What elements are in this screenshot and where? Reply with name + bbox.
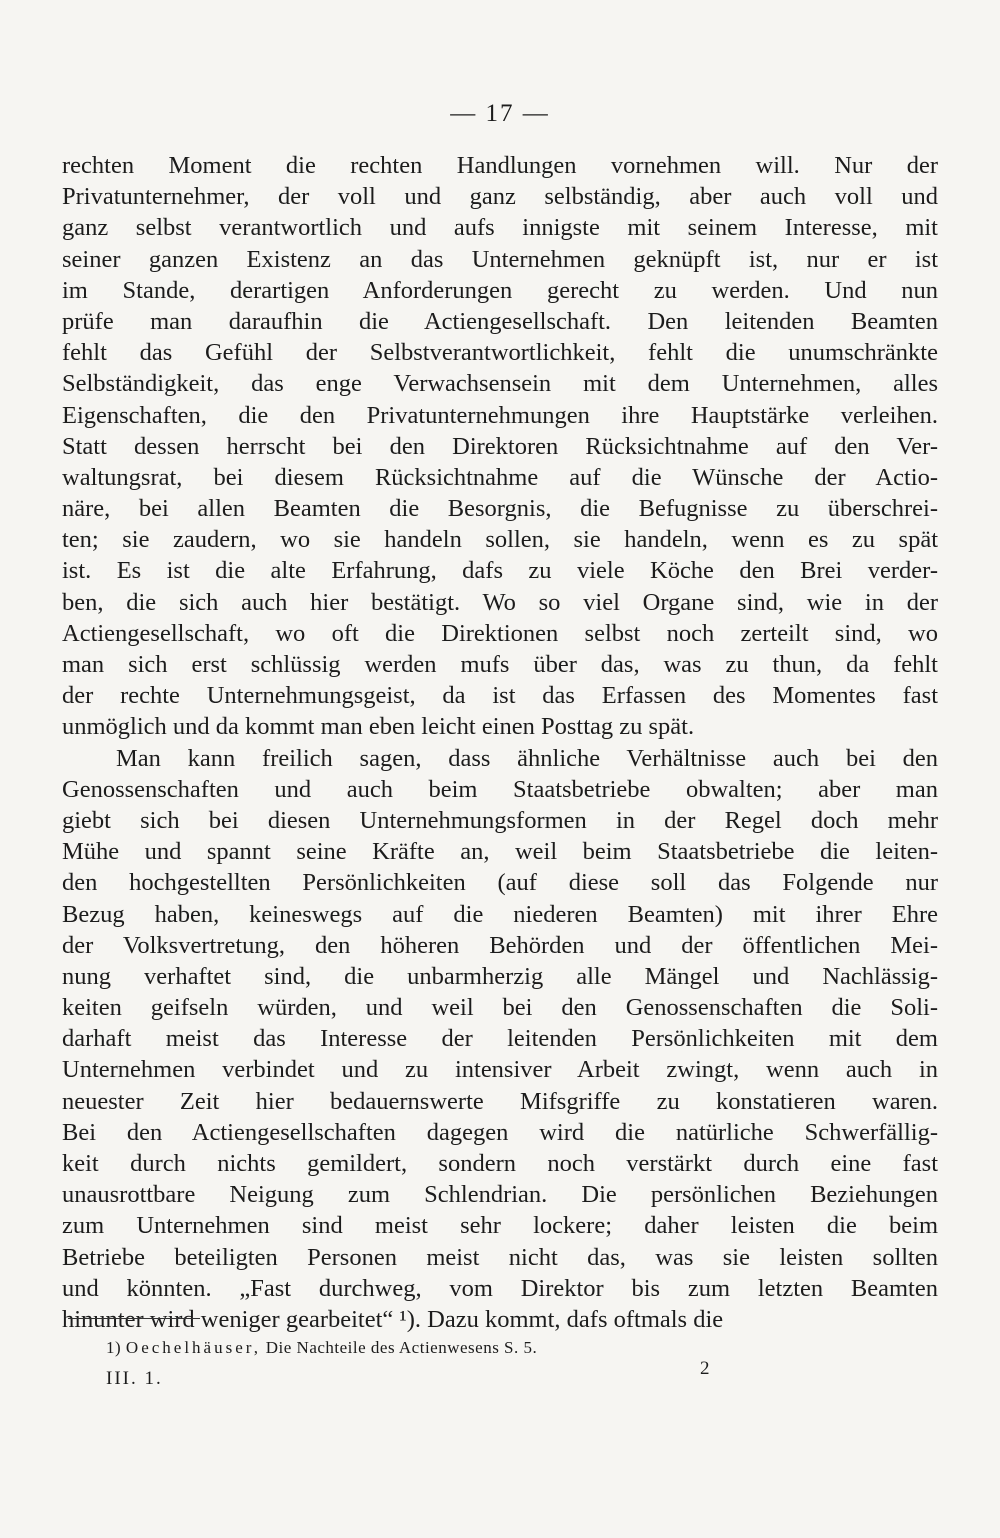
text-line: der rechte Unternehmungsgeist, da ist das Erfassen des Momentes fast bbox=[62, 682, 938, 710]
text-line: Bei den Actiengesellschaften dagegen wird die natürliche Schwerfällig- bbox=[62, 1118, 938, 1146]
text-line: man sich erst schlüssig werden mufs über das, was zu thun, da fehlt bbox=[62, 651, 938, 678]
text-line: Betriebe beteiligten Personen meist nicht das, was sie leisten sollten bbox=[62, 1243, 938, 1271]
text-line: ten; sie zaudern, wo sie handeln sollen, sie handeln, wenn es zu spät bbox=[62, 526, 938, 554]
text-line: im Stande, derartigen Anforderungen gerecht zu werden. Und nun bbox=[62, 276, 938, 304]
footnote-author: Oechelhäuser, bbox=[125, 1338, 261, 1357]
footnote bbox=[106, 1338, 537, 1358]
text-line: prüfe man daraufhin die Actiengesellschaft. Den leitenden Beamten bbox=[62, 307, 938, 335]
text-line: Unternehmen verbindet und zu intensiver Arbeit zwingt, wenn auch in bbox=[62, 1056, 938, 1084]
text-line: Genossenschaften und auch beim Staatsbetriebe obwalten; aber man bbox=[62, 775, 938, 803]
footnote-text: Die Nachteile des Actienwesens S. 5. bbox=[265, 1338, 538, 1357]
text-line: neuester Zeit hier bedauernswerte Mifsgriffe zu konstatieren waren. bbox=[62, 1087, 938, 1115]
text-line: ben, die sich auch hier bestätigt. Wo so viel Organe sind, wie in der bbox=[62, 588, 938, 616]
text-line: den hochgestellten Persönlichkeiten (auf diese soll das Folgende nur bbox=[62, 869, 938, 897]
text-line: seiner ganzen Existenz an das Unternehmen geknüpft ist, nur er ist bbox=[62, 245, 938, 273]
text-line: keiten geifseln würden, und weil bei den Genossenschaften die Soli- bbox=[62, 994, 938, 1022]
text-line: Actiengesellschaft, wo oft die Direktionen selbst noch zerteilt sind, wo bbox=[62, 619, 938, 647]
text-line: ist. Es ist die alte Erfahrung, dafs zu viele Köche den Brei verder- bbox=[62, 557, 938, 585]
text-line: Bezug haben, keineswegs auf die niederen Beamten) mit ihrer Ehre bbox=[62, 900, 938, 928]
text-line: unausrottbare Neigung zum Schlendrian. Die persönlichen Beziehungen bbox=[62, 1181, 938, 1209]
text-line: fehlt das Gefühl der Selbstverantwortlichkeit, fehlt die unumschränkte bbox=[62, 339, 938, 367]
text-line: der Volksvertretung, den höheren Behörden und der öffentlichen Mei- bbox=[62, 931, 938, 959]
text-line: unmöglich und da kommt man eben leicht einen Posttag zu spät. bbox=[62, 713, 695, 741]
text-line: rechten Moment die rechten Handlungen vornehmen will. Nur der bbox=[62, 152, 938, 179]
text-line: näre, bei allen Beamten die Besorgnis, die Befugnisse zu überschrei- bbox=[62, 495, 938, 523]
footnote-marker: 1) bbox=[106, 1338, 122, 1357]
text-line: keit durch nichts gemildert, sondern noch verstärkt durch eine fast bbox=[62, 1150, 938, 1177]
footnote-divider bbox=[68, 1318, 200, 1319]
text-line: Statt dessen herrscht bei den Direktoren Rücksichtnahme auf den Ver- bbox=[62, 432, 938, 460]
text-line: Mühe und spannt seine Kräfte an, weil beim Staatsbetriebe die leiten- bbox=[62, 838, 938, 866]
text-line: Eigenschaften, die den Privatunternehmungen ihre Hauptstärke verleihen. bbox=[62, 401, 938, 429]
text-line: ganz selbst verantwortlich und aufs innigste mit seinem Interesse, mit bbox=[62, 214, 938, 242]
text-line: waltungsrat, bei diesem Rücksichtnahme auf die Wünsche der Actio- bbox=[62, 463, 938, 491]
text-line: Selbständigkeit, das enge Verwachsensein mit dem Unternehmen, alles bbox=[62, 370, 938, 398]
text-line: giebt sich bei diesen Unternehmungsformen in der Regel doch mehr bbox=[62, 806, 938, 834]
signature-mark: III. 1. bbox=[106, 1368, 163, 1389]
sheet-number: 2 bbox=[700, 1358, 710, 1379]
text-line: hinunter wird weniger gearbeitet“ ¹). Dazu kommt, dafs oftmals die bbox=[62, 1305, 724, 1333]
text-line: darhaft meist das Interesse der leitenden Persönlichkeiten mit dem bbox=[62, 1025, 938, 1053]
text-line: Privatunternehmer, der voll und ganz selbständig, aber auch voll und bbox=[62, 183, 938, 211]
body-text bbox=[62, 150, 938, 1335]
text-line: Man kann freilich sagen, dass ähnliche Verhältnisse auch bei den bbox=[116, 744, 938, 772]
text-line: und könnten. „Fast durchweg, vom Direktor bis zum letzten Beamten bbox=[62, 1274, 938, 1302]
text-line: nung verhaftet sind, die unbarmherzig alle Mängel und Nachlässig- bbox=[62, 962, 938, 990]
text-line: zum Unternehmen sind meist sehr lockere; daher leisten die beim bbox=[62, 1212, 938, 1240]
page-number: — 17 — bbox=[450, 100, 550, 127]
